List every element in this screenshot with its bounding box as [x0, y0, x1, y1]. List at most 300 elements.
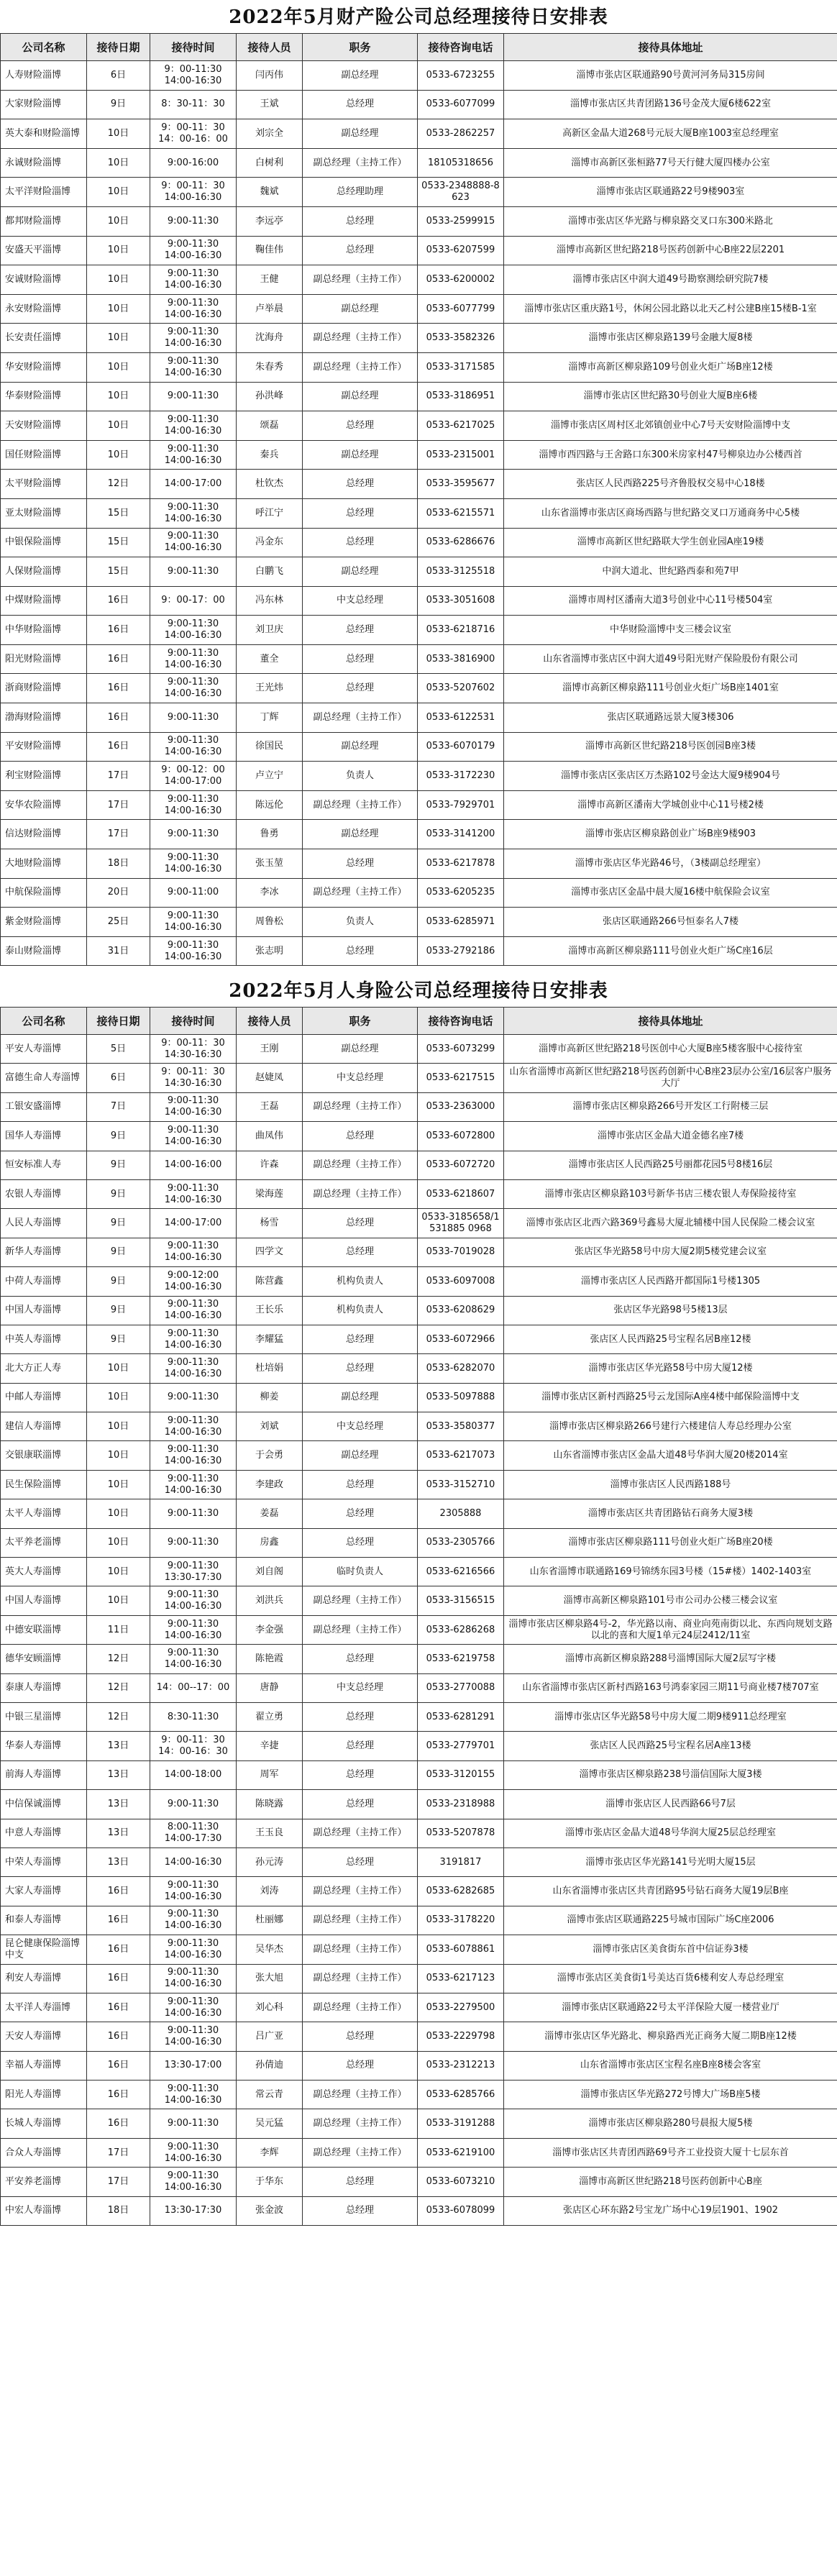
cell-company: 阳光财险淄博 [1, 644, 87, 674]
table-row [1, 674, 837, 703]
cell-receptionist: 沈海舟 [237, 324, 303, 353]
table-row [1, 1528, 837, 1557]
cell-phone: 0533-6072720 [418, 1151, 504, 1179]
cell-position: 总经理 [303, 1209, 418, 1238]
cell-company: 信达财险淄博 [1, 820, 87, 849]
life-insurance-section [0, 975, 837, 2226]
table-row [1, 616, 837, 645]
table-header-row [1, 34, 837, 61]
cell-company: 天安财险淄博 [1, 411, 87, 441]
cell-receptionist: 董全 [237, 644, 303, 674]
cell-time: 9:00-11:30 14:00-16:30 [150, 1586, 237, 1615]
cell-phone: 0533-3171585 [418, 352, 504, 382]
cell-phone: 0533-6070179 [418, 732, 504, 762]
cell-time: 8:30-11:30 [150, 1702, 237, 1731]
table-row [1, 61, 837, 91]
table-row [1, 1267, 837, 1296]
cell-time: 9:00-11:30 14:00-16:30 [150, 936, 237, 966]
cell-phone: 0533-7019028 [418, 1238, 504, 1266]
cell-company: 长城人寿淄博 [1, 2109, 87, 2138]
cell-address: 淄博市张店区人民西路66号7层 [504, 1790, 837, 1819]
table-row [1, 1499, 837, 1528]
cell-date: 16日 [87, 2081, 150, 2109]
cell-time: 9：00-11：30 14：00-16：30 [150, 1732, 237, 1760]
cell-address: 淄博市张店区华光路与柳泉路交叉口东300米路北 [504, 206, 837, 236]
cell-date: 13日 [87, 1847, 150, 1876]
cell-position: 总经理 [303, 1732, 418, 1760]
cell-receptionist: 冯东林 [237, 586, 303, 616]
cell-time: 9:00-11:30 14:00-16:30 [150, 2022, 237, 2051]
cell-company: 国任财险淄博 [1, 440, 87, 470]
cell-company: 中英人寿淄博 [1, 1325, 87, 1353]
cell-company: 前海人寿淄博 [1, 1760, 87, 1789]
cell-date: 16日 [87, 1877, 150, 1906]
cell-phone: 0533-2229798 [418, 2022, 504, 2051]
cell-company: 太平人寿淄博 [1, 1499, 87, 1528]
cell-company: 大地财险淄博 [1, 849, 87, 879]
cell-receptionist: 颂磊 [237, 411, 303, 441]
cell-time: 9:00-11:30 14:00-16:30 [150, 849, 237, 879]
cell-address: 高新区金晶大道268号元辰大厦B座1003室总经理室 [504, 119, 837, 149]
cell-company: 大家人寿淄博 [1, 1877, 87, 1906]
table-row [1, 1064, 837, 1092]
table-row [1, 528, 837, 557]
cell-position: 总经理 [303, 1847, 418, 1876]
cell-phone: 0533-2363000 [418, 1092, 504, 1121]
cell-receptionist: 白树利 [237, 148, 303, 178]
cell-date: 16日 [87, 674, 150, 703]
cell-phone: 0533-2792186 [418, 936, 504, 966]
cell-position: 副总经理（主持工作） [303, 1964, 418, 1993]
header-position: 职务 [303, 34, 418, 61]
cell-position: 副总经理（主持工作） [303, 1993, 418, 2022]
cell-address: 淄博市周村区潘南大道3号创业中心11号楼504室 [504, 586, 837, 616]
cell-receptionist: 许森 [237, 1151, 303, 1179]
cell-date: 9日 [87, 1209, 150, 1238]
cell-address: 淄博市张店区重庆路1号，休闲公园北路以北天乙村公建B座15楼B-1室 [504, 294, 837, 324]
cell-phone: 0533-6217878 [418, 849, 504, 879]
cell-date: 16日 [87, 732, 150, 762]
cell-date: 10日 [87, 1354, 150, 1383]
cell-phone: 18105318656 [418, 148, 504, 178]
cell-phone: 0533-2862257 [418, 119, 504, 149]
cell-company: 华安财险淄博 [1, 352, 87, 382]
cell-position: 总经理 [303, 1325, 418, 1353]
cell-time: 9:00-11:00 [150, 878, 237, 908]
table-row [1, 470, 837, 499]
cell-date: 16日 [87, 2051, 150, 2080]
cell-time: 9:00-11:30 14:00-16:30 [150, 644, 237, 674]
cell-company: 泰山财险淄博 [1, 936, 87, 966]
cell-company: 农银人寿淄博 [1, 1179, 87, 1208]
cell-phone: 0533-6200002 [418, 265, 504, 295]
table-row [1, 1673, 837, 1702]
cell-receptionist: 赵婕凤 [237, 1064, 303, 1092]
cell-position: 副总经理（主持工作） [303, 1092, 418, 1121]
cell-date: 16日 [87, 1964, 150, 1993]
table-row [1, 644, 837, 674]
cell-company: 合众人寿淄博 [1, 2138, 87, 2167]
cell-company: 太平养老淄博 [1, 1528, 87, 1557]
table-row [1, 1325, 837, 1353]
cell-address: 淄博市高新区柳泉路288号淄博国际大厦2层写字楼 [504, 1645, 837, 1673]
table-row [1, 732, 837, 762]
cell-date: 25日 [87, 908, 150, 937]
cell-date: 10日 [87, 352, 150, 382]
cell-company: 中荷人寿淄博 [1, 1267, 87, 1296]
cell-time: 9:00-11:30 14:00-16:30 [150, 616, 237, 645]
cell-date: 18日 [87, 849, 150, 879]
cell-receptionist: 鲁勇 [237, 820, 303, 849]
table-row [1, 1906, 837, 1935]
cell-date: 16日 [87, 1935, 150, 1964]
cell-date: 17日 [87, 762, 150, 791]
cell-time: 9:00-11:30 14:00-16:30 [150, 908, 237, 937]
cell-phone: 0533-2318988 [418, 1790, 504, 1819]
cell-receptionist: 陈艳霞 [237, 1645, 303, 1673]
cell-address: 张店区华光路58号中房大厦2期5楼党建会议室 [504, 1238, 837, 1266]
cell-date: 10日 [87, 1499, 150, 1528]
cell-receptionist: 周军 [237, 1760, 303, 1789]
cell-address: 山东省淄博市张店区中润大道49号阳光财产保险股份有限公司 [504, 644, 837, 674]
cell-position: 临时负责人 [303, 1558, 418, 1586]
cell-phone: 0533-5097888 [418, 1383, 504, 1412]
header-phone: 接待咨询电话 [418, 34, 504, 61]
cell-date: 11日 [87, 1615, 150, 1644]
cell-phone: 0533-3582326 [418, 324, 504, 353]
cell-company: 永诚财险淄博 [1, 148, 87, 178]
cell-time: 9:00-11:30 14:00-16:30 [150, 2168, 237, 2196]
cell-address: 山东省淄博市张店区新村西路163号鸿泰家园三期11号商业楼7楼707室 [504, 1673, 837, 1702]
cell-address: 淄博市张店区柳泉路238号淄信国际大厦3楼 [504, 1760, 837, 1789]
cell-position: 副总经理 [303, 440, 418, 470]
cell-position: 总经理 [303, 498, 418, 528]
cell-time: 9:00-11:30 14:00-16:30 [150, 2081, 237, 2109]
cell-position: 副总经理 [303, 1441, 418, 1470]
cell-address: 淄博市张店区华光路58号中房大厦二期9楼911总经理室 [504, 1702, 837, 1731]
cell-company: 泰康人寿淄博 [1, 1673, 87, 1702]
cell-date: 20日 [87, 878, 150, 908]
cell-receptionist: 卢立宁 [237, 762, 303, 791]
cell-company: 北大方正人寿 [1, 1354, 87, 1383]
cell-company: 利宝财险淄博 [1, 762, 87, 791]
cell-position: 总经理 [303, 90, 418, 119]
cell-phone: 0533-6219758 [418, 1645, 504, 1673]
cell-time: 9:00-11:30 14:00-16:30 [150, 324, 237, 353]
cell-time: 9:00-11:30 14:00-16:30 [150, 1964, 237, 1993]
table-row [1, 1558, 837, 1586]
cell-phone: 0533-6286676 [418, 528, 504, 557]
cell-company: 中宏人寿淄博 [1, 2196, 87, 2225]
cell-phone: 0533-6723255 [418, 61, 504, 91]
cell-date: 10日 [87, 1528, 150, 1557]
cell-company: 亚太财险淄博 [1, 498, 87, 528]
table-row [1, 178, 837, 207]
cell-receptionist: 魏斌 [237, 178, 303, 207]
cell-position: 总经理 [303, 2051, 418, 2080]
cell-phone: 0533-3172230 [418, 762, 504, 791]
cell-time: 9：00-12：00 14:00-17:00 [150, 762, 237, 791]
cell-time: 14：00--17：00 [150, 1673, 237, 1702]
cell-date: 17日 [87, 2138, 150, 2167]
cell-address: 淄博市张店区中润大道49号勘察测绘研究院7楼 [504, 265, 837, 295]
cell-date: 9日 [87, 1151, 150, 1179]
table-row [1, 2138, 837, 2167]
cell-company: 大家财险淄博 [1, 90, 87, 119]
cell-receptionist: 秦兵 [237, 440, 303, 470]
cell-date: 9日 [87, 90, 150, 119]
cell-time: 9:00-11:30 [150, 820, 237, 849]
cell-date: 15日 [87, 557, 150, 587]
table-row [1, 1296, 837, 1325]
cell-phone: 0533-3152710 [418, 1470, 504, 1499]
cell-time: 9:00-11:30 [150, 1383, 237, 1412]
cell-time: 9:00-11:30 14:00-16:30 [150, 1296, 237, 1325]
cell-phone: 0533-3120155 [418, 1760, 504, 1789]
cell-receptionist: 杜钦杰 [237, 470, 303, 499]
table-row [1, 352, 837, 382]
cell-phone: 0533-2315001 [418, 440, 504, 470]
cell-phone: 0533-6282685 [418, 1877, 504, 1906]
table-row [1, 2081, 837, 2109]
cell-address: 淄博市张店区联通路22号9楼903室 [504, 178, 837, 207]
cell-time: 13:30-17:30 [150, 2196, 237, 2225]
table-row [1, 119, 837, 149]
table-row [1, 1935, 837, 1964]
cell-company: 长安责任淄博 [1, 324, 87, 353]
cell-receptionist: 唐静 [237, 1673, 303, 1702]
cell-company: 恒安标准人寿 [1, 1151, 87, 1179]
cell-address: 淄博市高新区张桓路77号天行健大厦四楼办公室 [504, 148, 837, 178]
cell-position: 总经理 [303, 1354, 418, 1383]
cell-phone: 0533-3156515 [418, 1586, 504, 1615]
cell-company: 阳光人寿淄博 [1, 2081, 87, 2109]
cell-time: 9:00-11:30 [150, 1528, 237, 1557]
cell-date: 17日 [87, 2168, 150, 2196]
header-address: 接待具体地址 [504, 1008, 837, 1035]
table-row [1, 498, 837, 528]
cell-date: 18日 [87, 2196, 150, 2225]
cell-date: 10日 [87, 1558, 150, 1586]
cell-phone: 0533-5207602 [418, 674, 504, 703]
cell-date: 9日 [87, 1296, 150, 1325]
cell-phone: 0533-6285971 [418, 908, 504, 937]
cell-receptionist: 刘斌 [237, 1412, 303, 1441]
cell-time: 9:00-11:30 14:00-16:30 [150, 1615, 237, 1644]
header-time: 接待时间 [150, 34, 237, 61]
cell-date: 10日 [87, 1383, 150, 1412]
cell-time: 9:00-11:30 14:00-16:30 [150, 294, 237, 324]
cell-company: 中国人寿淄博 [1, 1296, 87, 1325]
cell-company: 中银三星淄博 [1, 1702, 87, 1731]
cell-address: 张店区人民西路25号宝程名居A座13楼 [504, 1732, 837, 1760]
cell-address: 淄博市张店区世纪路30号创业大厦B座6楼 [504, 382, 837, 411]
cell-receptionist: 张金波 [237, 2196, 303, 2225]
cell-date: 31日 [87, 936, 150, 966]
table-row [1, 1122, 837, 1151]
table-row [1, 440, 837, 470]
cell-receptionist: 张大旭 [237, 1964, 303, 1993]
cell-receptionist: 鞠佳伟 [237, 236, 303, 265]
cell-address: 淄博市高新区世纪路218号医创中心大厦B座5楼客服中心接待室 [504, 1035, 837, 1064]
cell-company: 华泰人寿淄博 [1, 1732, 87, 1760]
cell-address: 淄博市张店区新村西路25号云龙国际A座4楼中邮保险淄博中支 [504, 1383, 837, 1412]
cell-date: 10日 [87, 1586, 150, 1615]
cell-time: 9:00-11:30 14:00-16:30 [150, 1122, 237, 1151]
table-row [1, 294, 837, 324]
cell-receptionist: 李冰 [237, 878, 303, 908]
cell-receptionist: 张玉堃 [237, 849, 303, 879]
cell-receptionist: 王磊 [237, 1092, 303, 1121]
cell-address: 淄博市高新区潘南大学城创业中心11号楼2楼 [504, 790, 837, 820]
cell-address: 淄博市张店区柳泉路280号晨报大厦5楼 [504, 2109, 837, 2138]
cell-receptionist: 孙倩迪 [237, 2051, 303, 2080]
cell-position: 副总经理 [303, 382, 418, 411]
cell-company: 富德生命人寿淄博 [1, 1064, 87, 1092]
cell-address: 山东省淄博市张店区共青团路95号钻石商务大厦19层B座 [504, 1877, 837, 1906]
cell-company: 中邮人寿淄博 [1, 1383, 87, 1412]
cell-address: 淄博市张店区柳泉路4号-2，华光路以南、商业向苑南街以北、东西向规划支路以北的喜和大厦1单元24层2412/11室 [504, 1615, 837, 1644]
cell-position: 总经理 [303, 2168, 418, 2196]
cell-phone: 0533-3125518 [418, 557, 504, 587]
cell-date: 6日 [87, 1064, 150, 1092]
cell-position: 中支总经理 [303, 1673, 418, 1702]
cell-time: 14:00-18:00 [150, 1760, 237, 1789]
cell-date: 17日 [87, 820, 150, 849]
cell-address: 淄博市张店区柳泉路创业广场B座9楼903 [504, 820, 837, 849]
cell-receptionist: 刘洪兵 [237, 1586, 303, 1615]
cell-company: 和泰人寿淄博 [1, 1906, 87, 1935]
cell-receptionist: 冯金东 [237, 528, 303, 557]
cell-receptionist: 王玉良 [237, 1819, 303, 1847]
cell-receptionist: 辛捷 [237, 1732, 303, 1760]
table-row [1, 586, 837, 616]
cell-position: 副总经理（主持工作） [303, 1179, 418, 1208]
cell-company: 天安人寿淄博 [1, 2022, 87, 2051]
cell-time: 9：00-11：30 14:30-16:30 [150, 1064, 237, 1092]
cell-date: 16日 [87, 586, 150, 616]
cell-receptionist: 丁辉 [237, 703, 303, 733]
cell-phone: 0533-3186951 [418, 382, 504, 411]
cell-receptionist: 李远亭 [237, 206, 303, 236]
cell-company: 都邦财险淄博 [1, 206, 87, 236]
cell-phone: 0533-6073210 [418, 2168, 504, 2196]
cell-company: 华泰财险淄博 [1, 382, 87, 411]
cell-receptionist: 陈远伦 [237, 790, 303, 820]
cell-time: 9:00-11:30 14:00-16:30 [150, 352, 237, 382]
cell-address: 淄博市张店区美食街东首中信证券3楼 [504, 1935, 837, 1964]
cell-position: 中支总经理 [303, 1064, 418, 1092]
cell-position: 总经理 [303, 470, 418, 499]
cell-time: 9:00-11:30 14:00-16:30 [150, 1441, 237, 1470]
cell-date: 16日 [87, 644, 150, 674]
cell-time: 9:00-11:30 [150, 1790, 237, 1819]
table-row [1, 1441, 837, 1470]
cell-receptionist: 王刚 [237, 1035, 303, 1064]
cell-position: 副总经理（主持工作） [303, 1906, 418, 1935]
cell-time: 9:00-11:30 14:00-16:30 [150, 1906, 237, 1935]
cell-receptionist: 常云青 [237, 2081, 303, 2109]
cell-company: 中荣人寿淄博 [1, 1847, 87, 1876]
cell-address: 中润大道北、世纪路西泰和苑7甲 [504, 557, 837, 587]
cell-date: 10日 [87, 440, 150, 470]
cell-date: 9日 [87, 1267, 150, 1296]
cell-address: 淄博市高新区世纪路218号医药创新中心B座22层2201 [504, 236, 837, 265]
cell-phone: 0533-6207599 [418, 236, 504, 265]
cell-phone: 0533-2599915 [418, 206, 504, 236]
cell-company: 交银康联淄博 [1, 1441, 87, 1470]
cell-phone: 0533-2348888-8623 [418, 178, 504, 207]
cell-phone: 0533-3580377 [418, 1412, 504, 1441]
cell-address: 淄博市高新区柳泉路111号创业火炬广场C座16层 [504, 936, 837, 966]
cell-address: 山东省淄博市张店区金晶大道48号华润大厦20楼2014室 [504, 1441, 837, 1470]
cell-position: 副总经理 [303, 1383, 418, 1412]
cell-address: 淄博市张店区柳泉路266号开发区工行附楼三层 [504, 1092, 837, 1121]
table-row [1, 382, 837, 411]
cell-address: 淄博市张店区北西六路369号鑫易大厦北辅楼中国人民保险二楼会议室 [504, 1209, 837, 1238]
cell-time: 9:00-11:30 14:00-16:30 [150, 265, 237, 295]
header-time: 接待时间 [150, 1008, 237, 1035]
cell-phone: 0533-6078099 [418, 2196, 504, 2225]
cell-address: 淄博市高新区柳泉路111号创业火炬广场B座1401室 [504, 674, 837, 703]
cell-receptionist: 王长乐 [237, 1296, 303, 1325]
cell-date: 10日 [87, 236, 150, 265]
cell-position: 副总经理 [303, 1035, 418, 1064]
cell-phone: 0533-3191288 [418, 2109, 504, 2138]
cell-receptionist: 梁海莲 [237, 1179, 303, 1208]
cell-receptionist: 吕广亚 [237, 2022, 303, 2051]
table-row [1, 703, 837, 733]
table-row [1, 1586, 837, 1615]
cell-address: 山东省淄博市张店区宝程名座B座8楼会客室 [504, 2051, 837, 2080]
cell-phone: 0533-6217073 [418, 1441, 504, 1470]
cell-time: 9:00-11:30 13:30-17:30 [150, 1558, 237, 1586]
cell-time: 9:00-11:30 [150, 557, 237, 587]
cell-position: 副总经理（主持工作） [303, 2081, 418, 2109]
table-row [1, 1412, 837, 1441]
cell-position: 副总经理（主持工作） [303, 148, 418, 178]
cell-date: 10日 [87, 206, 150, 236]
table-row [1, 1179, 837, 1208]
cell-address: 淄博市高新区柳泉路101号市公司办公楼三楼会议室 [504, 1586, 837, 1615]
cell-position: 副总经理 [303, 732, 418, 762]
property-table-title: 2022年5月财产险公司总经理接待日安排表 [229, 6, 608, 28]
table-row [1, 1877, 837, 1906]
cell-date: 12日 [87, 1673, 150, 1702]
table-row [1, 557, 837, 587]
cell-phone: 0533-6217515 [418, 1064, 504, 1092]
cell-date: 10日 [87, 119, 150, 149]
cell-company: 幸福人寿淄博 [1, 2051, 87, 2080]
cell-phone: 0533-6285766 [418, 2081, 504, 2109]
cell-receptionist: 王斌 [237, 90, 303, 119]
cell-address: 中华财险淄博中支三楼会议室 [504, 616, 837, 645]
cell-company: 德华安顾淄博 [1, 1645, 87, 1673]
cell-phone: 3191817 [418, 1847, 504, 1876]
cell-address: 淄博市张店区华光路141号光明大厦15层 [504, 1847, 837, 1876]
cell-position: 总经理 [303, 1790, 418, 1819]
cell-position: 总经理 [303, 1702, 418, 1731]
cell-position: 负责人 [303, 908, 418, 937]
cell-time: 9:00-11:30 14:00-16:30 [150, 1470, 237, 1499]
cell-position: 副总经理（主持工作） [303, 790, 418, 820]
cell-receptionist: 杨雪 [237, 1209, 303, 1238]
cell-time: 9:00-11:30 14:00-16:30 [150, 790, 237, 820]
cell-company: 新华人寿淄博 [1, 1238, 87, 1266]
table-row [1, 908, 837, 937]
cell-position: 中支总经理 [303, 586, 418, 616]
property-reception-table [0, 33, 837, 966]
